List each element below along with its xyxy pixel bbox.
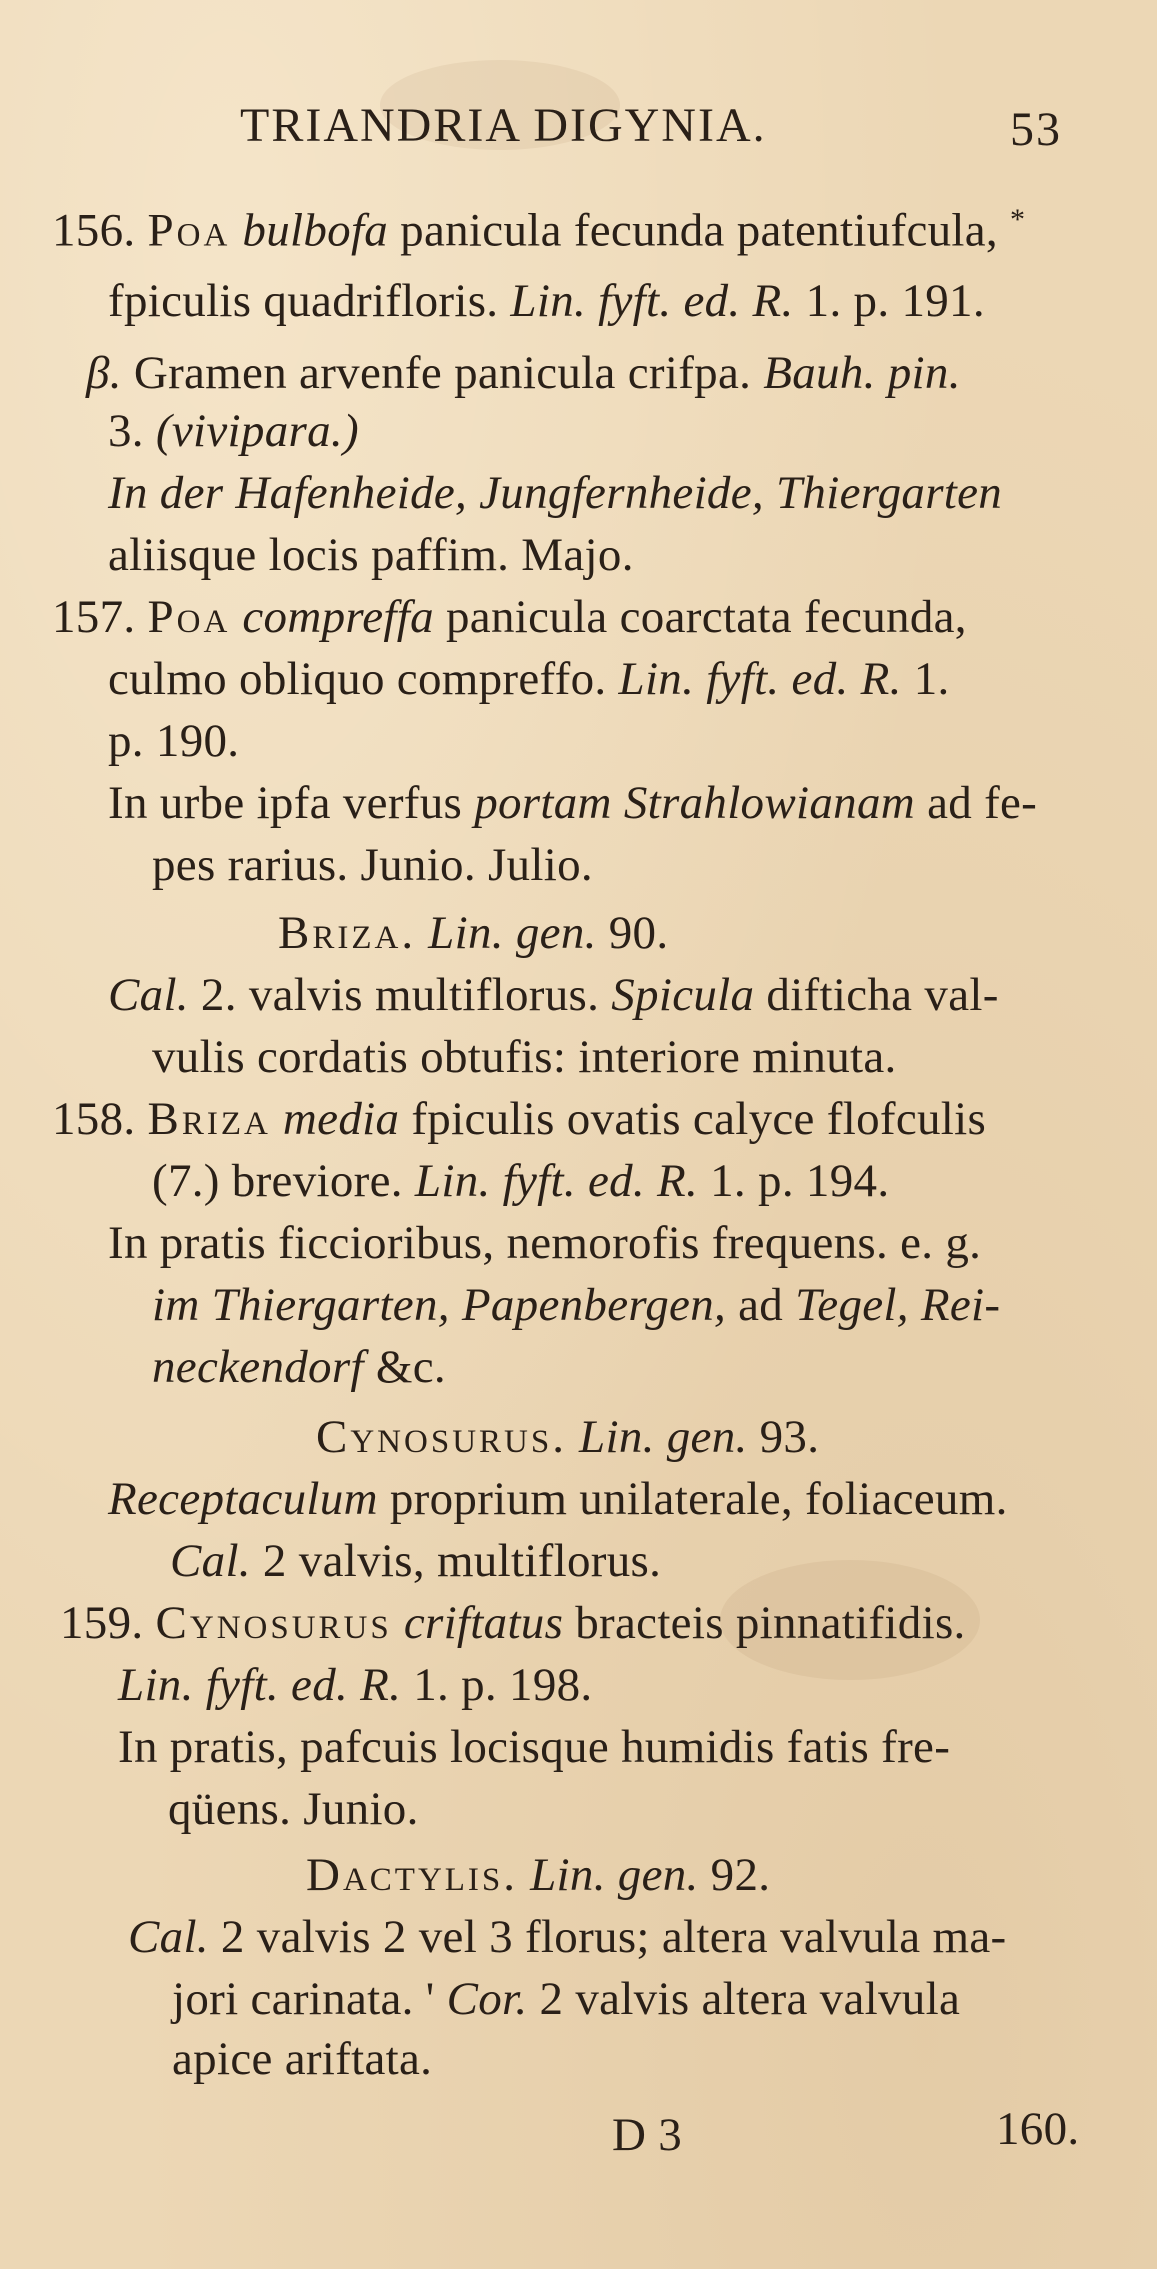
term: Cor. <box>446 1973 528 2025</box>
entry-line <box>152 1155 890 1207</box>
entry-line <box>170 1535 662 1587</box>
locality: im Thiergarten, Papenbergen, <box>152 1279 727 1331</box>
genus-heading <box>316 1411 820 1463</box>
entry-text: culmo obliquo compreffo. <box>108 653 607 705</box>
genus-heading <box>306 1849 771 1901</box>
entry-line <box>108 467 1003 519</box>
entry-line <box>152 1341 446 1393</box>
entry-line <box>52 1093 987 1145</box>
entry-line <box>108 1473 1008 1525</box>
entry-text: &c. <box>375 1341 446 1393</box>
entry-number: 157. <box>52 591 136 643</box>
locality: In der Hafenheide, Jungfernheide, Thiergarten <box>108 467 1003 519</box>
entry-line <box>108 653 950 705</box>
entry-text: jori carinata. ' <box>172 1973 435 2025</box>
reference: Bauh. pin. <box>763 347 961 399</box>
entry-line <box>108 715 240 767</box>
entry-text: fpiculis quadrifloris. <box>108 275 499 327</box>
entry-line <box>118 1659 593 1711</box>
entry-text: apice ariftata. <box>172 2033 433 2085</box>
entry-text: p. 190. <box>108 715 240 767</box>
genus-name: Briza <box>147 1093 271 1145</box>
reference: Lin. gen. <box>579 1411 748 1463</box>
entry-line <box>108 1217 982 1269</box>
genus-heading <box>278 907 669 959</box>
species-name: criftatus <box>403 1597 564 1649</box>
genus-name: Poa <box>147 204 231 257</box>
reference: Lin. fyft. ed. R. <box>118 1659 402 1711</box>
signature-mark: D 3 <box>612 2109 683 2161</box>
locality: portam Strahlowianam <box>474 777 915 829</box>
entry-text: ad <box>738 1279 784 1331</box>
entry-line <box>108 529 634 581</box>
reference: Lin. gen. <box>428 907 597 959</box>
entry-line <box>86 347 961 399</box>
species-name: media <box>282 1093 400 1145</box>
genus-name: Briza. <box>278 907 417 959</box>
locality: neckendorf <box>152 1341 364 1393</box>
margin-mark: * <box>1010 203 1026 236</box>
entry-line <box>52 205 1025 255</box>
entry-text: (7.) breviore. <box>152 1155 403 1207</box>
entry-line <box>172 2033 433 2085</box>
entry-line <box>152 839 593 891</box>
entry-text-tail: ad fe- <box>927 777 1038 829</box>
entry-number: 158. <box>52 1093 136 1145</box>
entry-text: 2. valvis multiflorus. <box>200 969 600 1021</box>
entry-text: qüens. Junio. <box>168 1783 419 1835</box>
entry-text: aliisque locis paffim. Majo. <box>108 529 634 581</box>
entry-line <box>108 275 985 327</box>
reference: Lin. fyft. ed. R. <box>414 1155 699 1207</box>
entry-line <box>60 1597 966 1649</box>
entry-text: 2 valvis 2 vel 3 florus; altera valvula ma- <box>220 1911 1007 1963</box>
reference-tail: 92. <box>710 1849 771 1901</box>
reference-tail: 93. <box>759 1411 820 1463</box>
entry-text: panicula coarctata fecunda, <box>445 591 967 643</box>
entry-text: In pratis ficcioribus, nemorofis frequens. e. g. <box>108 1217 982 1269</box>
entry-line <box>172 1973 961 2025</box>
species-name: compreffa <box>242 591 434 643</box>
species-name: bulbofa <box>242 204 389 257</box>
entry-text: bracteis pinnatifidis. <box>575 1597 966 1649</box>
entry-line <box>152 1279 1001 1331</box>
genus-name: Cynosurus. <box>316 1411 567 1463</box>
entry-line <box>108 777 1038 829</box>
running-head-title: TRIANDRIA DIGYNIA. <box>240 99 767 152</box>
genus-name: Dactylis. <box>306 1849 519 1901</box>
entry-line <box>118 1721 951 1773</box>
reference: Lin. fyft. ed. R. <box>618 653 902 705</box>
locality: Tegel, Rei- <box>795 1279 1001 1331</box>
entry-number: 156. <box>52 204 136 257</box>
entry-line <box>52 591 967 643</box>
reference-tail: 1. p. 191. <box>805 275 985 327</box>
entry-line <box>168 1783 419 1835</box>
term: Cal. <box>170 1535 251 1587</box>
term: Spicula <box>611 969 755 1021</box>
entry-line <box>108 405 359 457</box>
entry-text: Gramen arvenfe panicula crifpa. <box>133 347 752 399</box>
reference: (vivipara.) <box>155 405 359 457</box>
genus-name: Poa <box>147 591 231 643</box>
term: Cal. <box>108 969 189 1021</box>
reference-tail: 1. p. 194. <box>710 1155 890 1207</box>
page-number: 53 <box>1010 103 1062 156</box>
reference-tail: 90. <box>608 907 669 959</box>
reference: Lin. fyft. ed. R. <box>510 275 794 327</box>
term: Cal. <box>128 1911 209 1963</box>
entry-text: In pratis, pafcuis locisque humidis fatis fre- <box>118 1721 951 1773</box>
entry-text-tail: 2 valvis altera valvula <box>539 1973 961 2025</box>
entry-text: pes rarius. Junio. Julio. <box>152 839 593 891</box>
entry-number: 159. <box>60 1597 144 1649</box>
entry-line <box>128 1911 1007 1963</box>
entry-text-tail: difticha val- <box>766 969 999 1021</box>
entry-text: 2 valvis, multiflorus. <box>262 1535 662 1587</box>
reference-tail: 1. <box>913 653 950 705</box>
entry-text: proprium unilaterale, foliaceum. <box>389 1473 1008 1525</box>
entry-text: panicula fecunda patentiufcula, <box>400 204 998 257</box>
entry-line <box>152 1031 897 1083</box>
reference: Lin. gen. <box>530 1849 699 1901</box>
reference-tail: 1. p. 198. <box>413 1659 593 1711</box>
catchword: 160. <box>996 2103 1080 2155</box>
variety-marker: β. <box>86 347 122 399</box>
entry-text: 3. <box>108 405 144 457</box>
genus-name: Cynosurus <box>155 1597 392 1649</box>
entry-text: vulis cordatis obtufis: interiore minuta. <box>152 1031 897 1083</box>
entry-text: In urbe ipfa verfus <box>108 777 463 829</box>
term: Receptaculum <box>108 1473 378 1525</box>
entry-text: fpiculis ovatis calyce flofculis <box>411 1093 987 1145</box>
entry-line <box>108 969 999 1021</box>
